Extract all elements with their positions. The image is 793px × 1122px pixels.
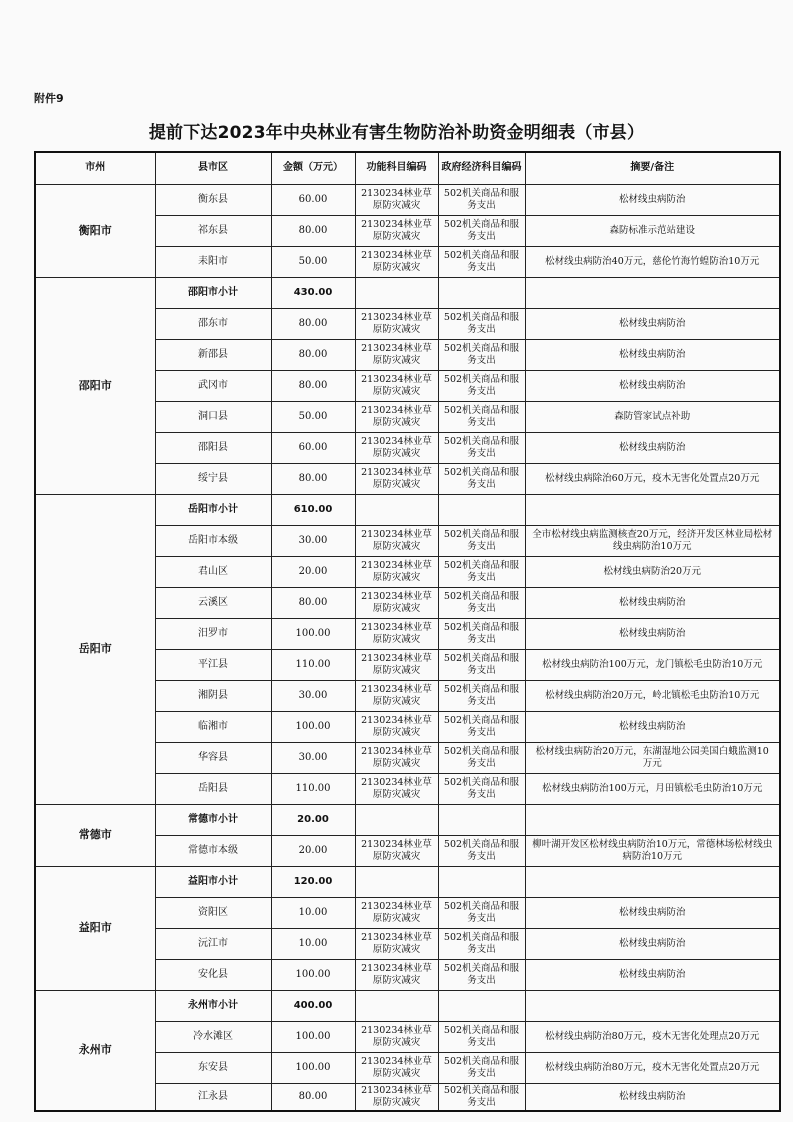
county-name: 耒阳市 (155, 246, 271, 277)
econ-code: 502机关商品和服务支出 (438, 432, 525, 463)
county-name: 汨罗市 (155, 618, 271, 649)
amount-value: 100.00 (271, 711, 355, 742)
func-code: 2130234林业草原防灾减灾 (355, 184, 438, 215)
empty-cell (355, 494, 438, 525)
econ-code: 502机关商品和服务支出 (438, 401, 525, 432)
note-text: 全市松材线虫病监测核查20万元，经济开发区林业局松材线虫病防治10万元 (525, 525, 780, 556)
subtotal-row (35, 277, 780, 308)
econ-code: 502机关商品和服务支出 (438, 835, 525, 866)
func-code: 2130234林业草原防灾减灾 (355, 649, 438, 680)
func-code: 2130234林业草原防灾减灾 (355, 215, 438, 246)
county-name: 邵阳县 (155, 432, 271, 463)
page-title: 提前下达2023年中央林业有害生物防治补助资金明细表（市县） (148, 123, 645, 143)
econ-code: 502机关商品和服务支出 (438, 618, 525, 649)
amount-value: 10.00 (271, 897, 355, 928)
econ-code: 502机关商品和服务支出 (438, 525, 525, 556)
func-code: 2130234林业草原防灾减灾 (355, 463, 438, 494)
note-text: 松材线虫病防治20万元，东湖湿地公园美国白蛾监测10万元 (525, 742, 780, 773)
econ-code: 502机关商品和服务支出 (438, 215, 525, 246)
empty-cell (525, 866, 780, 897)
econ-code: 502机关商品和服务支出 (438, 711, 525, 742)
note-text: 松材线虫病防治 (525, 184, 780, 215)
subtotal-amount: 430.00 (271, 277, 355, 308)
amount-value: 100.00 (271, 1052, 355, 1083)
amount-value: 80.00 (271, 463, 355, 494)
amount-value: 20.00 (271, 556, 355, 587)
header-note: 摘要/备注 (525, 152, 780, 184)
empty-cell (438, 990, 525, 1021)
note-text: 松材线虫病防治80万元，疫木无害化处理点20万元 (525, 1021, 780, 1052)
amount-value: 100.00 (271, 1021, 355, 1052)
subtotal-amount: 120.00 (271, 866, 355, 897)
func-code: 2130234林业草原防灾减灾 (355, 680, 438, 711)
county-name: 君山区 (155, 556, 271, 587)
note-text: 松材线虫病防治 (525, 959, 780, 990)
amount-value: 30.00 (271, 680, 355, 711)
func-code: 2130234林业草原防灾减灾 (355, 959, 438, 990)
econ-code: 502机关商品和服务支出 (438, 1021, 525, 1052)
note-text: 松材线虫病防治20万元 (525, 556, 780, 587)
amount-value: 10.00 (271, 928, 355, 959)
city-name: 永州市 (35, 990, 155, 1111)
city-name: 衡阳市 (35, 184, 155, 277)
funding-table (34, 151, 781, 1112)
county-name: 武冈市 (155, 370, 271, 401)
func-code: 2130234林业草原防灾减灾 (355, 928, 438, 959)
func-code: 2130234林业草原防灾减灾 (355, 773, 438, 804)
amount-value: 50.00 (271, 246, 355, 277)
subtotal-label: 益阳市小计 (155, 866, 271, 897)
county-name: 洞口县 (155, 401, 271, 432)
econ-code: 502机关商品和服务支出 (438, 556, 525, 587)
note-text: 松材线虫病防治 (525, 897, 780, 928)
econ-code: 502机关商品和服务支出 (438, 246, 525, 277)
note-text: 松材线虫病防治80万元，疫木无害化处置点20万元 (525, 1052, 780, 1083)
header-city: 市州 (35, 152, 155, 184)
county-name: 云溪区 (155, 587, 271, 618)
econ-code: 502机关商品和服务支出 (438, 308, 525, 339)
econ-code: 502机关商品和服务支出 (438, 339, 525, 370)
empty-cell (355, 866, 438, 897)
county-name: 岳阳市本级 (155, 525, 271, 556)
amount-value: 80.00 (271, 308, 355, 339)
header-county: 县市区 (155, 152, 271, 184)
header-amount: 金额（万元） (271, 152, 355, 184)
county-name: 冷水滩区 (155, 1021, 271, 1052)
econ-code: 502机关商品和服务支出 (438, 587, 525, 618)
amount-value: 80.00 (271, 1083, 355, 1111)
empty-cell (525, 990, 780, 1021)
econ-code: 502机关商品和服务支出 (438, 1052, 525, 1083)
subtotal-row (35, 494, 780, 525)
empty-cell (525, 804, 780, 835)
city-name: 岳阳市 (35, 494, 155, 804)
subtotal-row (35, 990, 780, 1021)
amount-value: 100.00 (271, 959, 355, 990)
amount-value: 20.00 (271, 835, 355, 866)
county-name: 绥宁县 (155, 463, 271, 494)
county-name: 邵东市 (155, 308, 271, 339)
func-code: 2130234林业草原防灾减灾 (355, 308, 438, 339)
subtotal-label: 邵阳市小计 (155, 277, 271, 308)
header-func-code: 功能科目编码 (355, 152, 438, 184)
func-code: 2130234林业草原防灾减灾 (355, 370, 438, 401)
note-text: 松材线虫病防治100万元，龙门镇松毛虫防治10万元 (525, 649, 780, 680)
econ-code: 502机关商品和服务支出 (438, 649, 525, 680)
func-code: 2130234林业草原防灾减灾 (355, 1083, 438, 1111)
amount-value: 110.00 (271, 649, 355, 680)
note-text: 松材线虫病防治 (525, 308, 780, 339)
func-code: 2130234林业草原防灾减灾 (355, 1021, 438, 1052)
empty-cell (355, 804, 438, 835)
note-text: 森防标准示范站建设 (525, 215, 780, 246)
econ-code: 502机关商品和服务支出 (438, 184, 525, 215)
amount-value: 30.00 (271, 742, 355, 773)
empty-cell (355, 277, 438, 308)
econ-code: 502机关商品和服务支出 (438, 463, 525, 494)
subtotal-amount: 610.00 (271, 494, 355, 525)
city-name: 常德市 (35, 804, 155, 866)
subtotal-amount: 20.00 (271, 804, 355, 835)
func-code: 2130234林业草原防灾减灾 (355, 835, 438, 866)
amount-value: 80.00 (271, 370, 355, 401)
header-row (35, 152, 780, 184)
city-name: 益阳市 (35, 866, 155, 990)
county-name: 华容县 (155, 742, 271, 773)
subtotal-row (35, 804, 780, 835)
empty-cell (438, 866, 525, 897)
subtotal-label: 永州市小计 (155, 990, 271, 1021)
func-code: 2130234林业草原防灾减灾 (355, 897, 438, 928)
func-code: 2130234林业草原防灾减灾 (355, 401, 438, 432)
func-code: 2130234林业草原防灾减灾 (355, 618, 438, 649)
amount-value: 60.00 (271, 432, 355, 463)
econ-code: 502机关商品和服务支出 (438, 1083, 525, 1111)
county-name: 临湘市 (155, 711, 271, 742)
note-text: 松材线虫病防治 (525, 587, 780, 618)
econ-code: 502机关商品和服务支出 (438, 928, 525, 959)
func-code: 2130234林业草原防灾减灾 (355, 339, 438, 370)
county-name: 常德市本级 (155, 835, 271, 866)
empty-cell (525, 494, 780, 525)
header-econ-code: 政府经济科目编码 (438, 152, 525, 184)
county-name: 衡东县 (155, 184, 271, 215)
amount-value: 100.00 (271, 618, 355, 649)
city-name: 邵阳市 (35, 277, 155, 494)
econ-code: 502机关商品和服务支出 (438, 959, 525, 990)
note-text: 松材线虫病除治60万元，疫木无害化处置点20万元 (525, 463, 780, 494)
note-text: 松材线虫病防治20万元，岭北镇松毛虫防治10万元 (525, 680, 780, 711)
empty-cell (438, 277, 525, 308)
subtotal-amount: 400.00 (271, 990, 355, 1021)
county-name: 东安县 (155, 1052, 271, 1083)
econ-code: 502机关商品和服务支出 (438, 773, 525, 804)
func-code: 2130234林业草原防灾减灾 (355, 246, 438, 277)
amount-value: 60.00 (271, 184, 355, 215)
amount-value: 110.00 (271, 773, 355, 804)
note-text: 松材线虫病防治 (525, 928, 780, 959)
subtotal-row (35, 866, 780, 897)
note-text: 松材线虫病防治 (525, 711, 780, 742)
note-text: 松材线虫病防治40万元，慈伦竹海竹蝗防治10万元 (525, 246, 780, 277)
func-code: 2130234林业草原防灾减灾 (355, 742, 438, 773)
econ-code: 502机关商品和服务支出 (438, 370, 525, 401)
note-text: 松材线虫病防治 (525, 432, 780, 463)
note-text: 松材线虫病防治100万元，月田镇松毛虫防治10万元 (525, 773, 780, 804)
empty-cell (525, 277, 780, 308)
county-name: 江永县 (155, 1083, 271, 1111)
note-text: 松材线虫病防治 (525, 339, 780, 370)
econ-code: 502机关商品和服务支出 (438, 742, 525, 773)
amount-value: 80.00 (271, 587, 355, 618)
county-name: 安化县 (155, 959, 271, 990)
amount-value: 80.00 (271, 215, 355, 246)
county-name: 资阳区 (155, 897, 271, 928)
note-text: 松材线虫病防治 (525, 618, 780, 649)
subtotal-label: 岳阳市小计 (155, 494, 271, 525)
func-code: 2130234林业草原防灾减灾 (355, 556, 438, 587)
county-name: 岳阳县 (155, 773, 271, 804)
table-row (35, 184, 780, 215)
func-code: 2130234林业草原防灾减灾 (355, 587, 438, 618)
county-name: 湘阴县 (155, 680, 271, 711)
subtotal-label: 常德市小计 (155, 804, 271, 835)
func-code: 2130234林业草原防灾减灾 (355, 711, 438, 742)
func-code: 2130234林业草原防灾减灾 (355, 1052, 438, 1083)
note-text: 松材线虫病防治 (525, 1083, 780, 1111)
county-name: 平江县 (155, 649, 271, 680)
econ-code: 502机关商品和服务支出 (438, 680, 525, 711)
amount-value: 30.00 (271, 525, 355, 556)
attachment-label: 附件9 (34, 92, 64, 105)
func-code: 2130234林业草原防灾减灾 (355, 432, 438, 463)
empty-cell (355, 990, 438, 1021)
note-text: 森防管家试点补助 (525, 401, 780, 432)
amount-value: 80.00 (271, 339, 355, 370)
empty-cell (438, 804, 525, 835)
empty-cell (438, 494, 525, 525)
county-name: 祁东县 (155, 215, 271, 246)
amount-value: 50.00 (271, 401, 355, 432)
note-text: 柳叶湖开发区松材线虫病防治10万元，常德林场松材线虫病防治10万元 (525, 835, 780, 866)
county-name: 沅江市 (155, 928, 271, 959)
note-text: 松材线虫病防治 (525, 370, 780, 401)
func-code: 2130234林业草原防灾减灾 (355, 525, 438, 556)
econ-code: 502机关商品和服务支出 (438, 897, 525, 928)
county-name: 新邵县 (155, 339, 271, 370)
